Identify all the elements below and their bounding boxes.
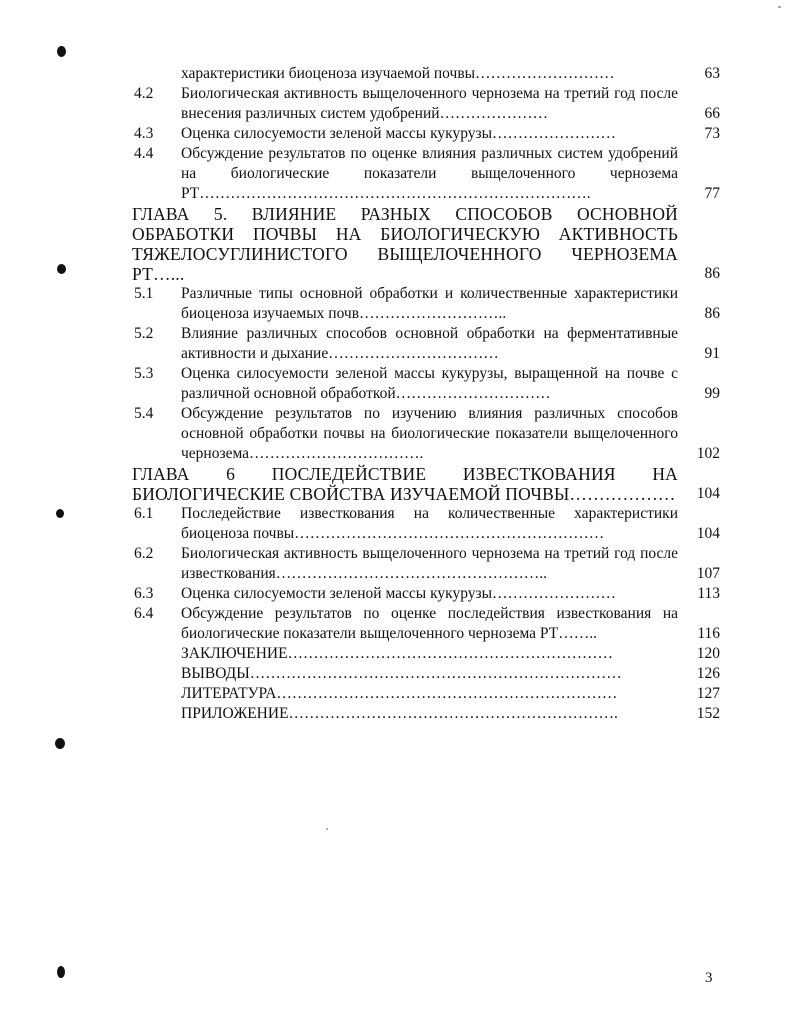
page-number: 3 [705, 970, 713, 986]
toc-entry [132, 144, 720, 204]
toc-entry [132, 604, 720, 644]
toc-entry [132, 644, 720, 664]
toc-entry-title: Обсуждение результатов по оценке влияния различных систем удобрений на биологические показатели выщелоченного чернозема РТ…………………………………………………………………. [181, 145, 678, 202]
toc-entry-title: Различные типы основной обработки и количественные характеристики биоценоза изучаемых почв……………………….. [181, 285, 678, 322]
toc-chapter-entry [132, 204, 720, 284]
toc-entry [132, 284, 720, 324]
toc-entry-title: Оценка силосуемости зеленой массы кукурузы, выращенной на почве с различной основной обработкой………………………… [181, 365, 678, 402]
margin-blot [57, 966, 65, 978]
toc-entry-page: 113 [697, 585, 720, 602]
toc-chapter-entry [132, 464, 720, 504]
toc-entry-number: 5.1 [134, 285, 154, 302]
scan-speck [326, 828, 328, 830]
toc-entry-page: 126 [696, 665, 720, 682]
toc-entry-number: 5.3 [134, 365, 154, 382]
toc-entry [132, 544, 720, 584]
toc-entry-page: 99 [704, 385, 720, 402]
toc-entry [132, 124, 720, 144]
margin-blot [57, 46, 66, 57]
toc-entry-number: 6.1 [134, 505, 154, 522]
toc-entry-title: Влияние различных способов основной обработки на ферментативные активности и дыхание…………………………… [181, 325, 678, 362]
toc-entry-page: 73 [704, 125, 720, 142]
toc-entry [132, 64, 720, 84]
toc-entry-title: ПРИЛОЖЕНИЕ………………………………………………………. [181, 705, 618, 722]
toc-entry-number: 6.2 [134, 545, 154, 562]
toc-entry-page: 127 [696, 685, 720, 702]
margin-blot [57, 264, 66, 274]
toc-entry-title: ЛИТЕРАТУРА………………………………………………………… [181, 685, 618, 702]
toc-chapter-title: ГЛАВА 6 ПОСЛЕДЕЙСТВИЕ ИЗВЕСТКОВАНИЯ НА БИОЛОГИЧЕСКИЕ СВОЙСТВА ИЗУЧАЕМОЙ ПОЧВЫ……………… [132, 464, 678, 504]
toc-entry-title: Обсуждение результатов по оценке последействия известкования на биологические показатели выщелоченного чернозема РТ…….. [181, 605, 678, 642]
margin-blot [56, 509, 64, 518]
toc-entry-page: 152 [696, 705, 720, 722]
scan-speck [778, 6, 781, 8]
toc-entry-page: 63 [704, 65, 720, 82]
toc-entry [132, 664, 720, 684]
toc-entry-title: Биологическая активность выщелоченного чернозема на третий год после внесения различных систем удобрений………………… [181, 85, 678, 122]
toc-entry [132, 364, 720, 404]
toc-entry-title: Обсуждение результатов по изучению влияния различных способов основной обработки почвы на биологические показатели выщелоченного чернозема……………………………. [181, 405, 678, 462]
toc-entry-title: ВЫВОДЫ……………………………………………………………… [181, 665, 622, 682]
toc-entry-title: ЗАКЛЮЧЕНИЕ……………………………………………………… [181, 645, 614, 662]
toc-entry-page: 104 [696, 525, 720, 542]
toc-entry-title: Оценка силосуемости зеленой массы кукурузы…………………… [181, 125, 617, 142]
toc-entry-page: 66 [704, 105, 720, 122]
toc-entry-title: Оценка силосуемости зеленой массы кукурузы…………………… [181, 585, 617, 602]
toc-entry-title: Последействие известкования на количественные характеристики биоценоза почвы…………………………………………………… [181, 505, 678, 542]
toc-entry-page: 86 [704, 265, 720, 282]
toc-entry-page: 116 [697, 625, 720, 642]
toc-entry-page: 104 [696, 485, 720, 502]
table-of-contents [132, 64, 720, 724]
toc-entry-number: 5.2 [134, 325, 154, 342]
toc-entry-page: 91 [704, 345, 720, 362]
toc-entry-page: 107 [696, 565, 720, 582]
toc-entry-title: Биологическая активность выщелоченного чернозема на третий год после известкования…………………………………………….. [181, 545, 678, 582]
toc-entry [132, 584, 720, 604]
toc-entry-number: 4.2 [134, 85, 154, 102]
toc-entry [132, 684, 720, 704]
toc-entry [132, 504, 720, 544]
toc-entry-number: 6.4 [134, 605, 154, 622]
toc-entry [132, 84, 720, 124]
toc-entry-number: 4.3 [134, 125, 154, 142]
toc-entry-number: 4.4 [134, 145, 154, 162]
toc-entry-page: 77 [704, 185, 720, 202]
toc-entry-page: 86 [704, 305, 720, 322]
toc-entry-page: 120 [696, 645, 720, 662]
toc-entry [132, 704, 720, 724]
toc-entry [132, 404, 720, 464]
toc-entry-number: 5.4 [134, 405, 154, 422]
toc-entry-page: 102 [696, 445, 720, 462]
margin-blot [55, 738, 65, 749]
toc-entry-number: 6.3 [134, 585, 154, 602]
toc-chapter-title: ГЛАВА 5. ВЛИЯНИЕ РАЗНЫХ СПОСОБОВ ОСНОВНОЙ ОБРАБОТКИ ПОЧВЫ НА БИОЛОГИЧЕСКУЮ АКТИВНОСТЬ ТЯЖЕЛОСУГЛИНИСТОГО ВЫЩЕЛОЧЕННОГО ЧЕРНОЗЕМА РТ…... [132, 204, 678, 284]
toc-entry-title: характеристики биоценоза изучаемой почвы……………………… [181, 65, 615, 82]
toc-entry [132, 324, 720, 364]
